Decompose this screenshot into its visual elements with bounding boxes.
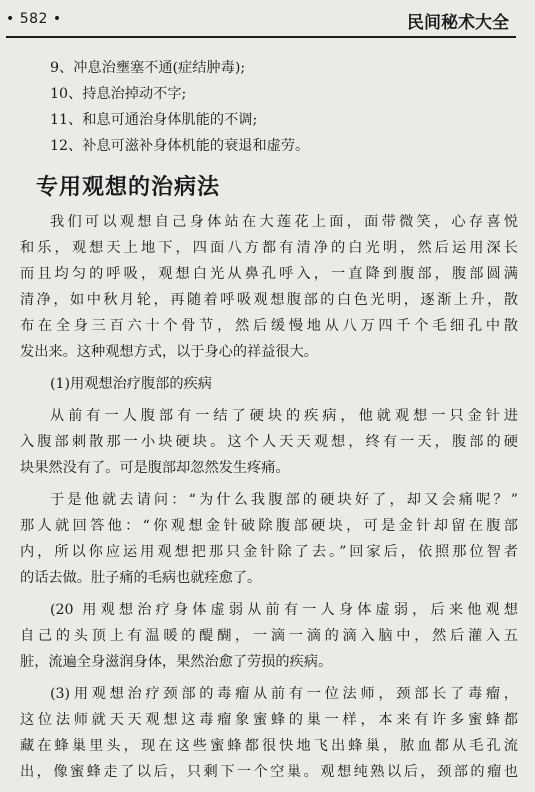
- paragraph-abdomen: [20, 403, 518, 481]
- text-line: 于是他就去请问：“为什么我腹部的硬块好了，却又会痛呢？”: [50, 492, 518, 508]
- header-rule: [6, 36, 516, 38]
- text-line: 脏，流遍全身滋润身体，果然治愈了劳损的疾病。: [20, 654, 333, 670]
- numbered-list: [20, 55, 518, 159]
- list-item: 10、持息治掉动不字;: [50, 86, 187, 102]
- list-item: 9、冲息治壅塞不通(症结肿毒);: [50, 60, 246, 76]
- text-line: 入腹部刺散那一小块硬块。这个人天天观想，终有一天，腹部的硬: [20, 434, 518, 450]
- text-line: 的话去做。肚子痛的毛病也就痊愈了。: [20, 570, 262, 586]
- page-header: [0, 0, 535, 40]
- text-line: 布在全身三百六十个骨节，然后缓慢地从八万四千个毛细孔中散: [20, 318, 518, 334]
- paragraph-intro: [20, 209, 518, 365]
- text-line: 藏在蜂巢里头，现在这些蜜蜂都很快地飞出蜂巢，脓血都从毛孔流: [20, 738, 518, 754]
- page-number: • 582 •: [6, 11, 62, 27]
- section-heading: 专用观想的治病法: [36, 175, 221, 200]
- page-body: [20, 55, 518, 791]
- text-line: (3)用观想治疗颈部的毒瘤从前有一位法师，颈部长了毒瘤，: [50, 686, 518, 702]
- paragraph-weakness: [20, 597, 518, 675]
- subheading-abdomen: [20, 371, 518, 397]
- text-line: 这位法师就天天观想这毒瘤象蜜蜂的巢一样，本来有许多蜜蜂都: [20, 712, 518, 728]
- text-line: 和乐，观想天上地下，四面八方都有清净的白光明，然后运用深长: [20, 240, 518, 256]
- text-line: 自己的头顶上有温暖的醍醐，一滴一滴的滴入脑中，然后灌入五: [20, 628, 518, 644]
- paragraph-neck-tumor: [20, 681, 518, 785]
- text-line: (20 用观想治疗身体虚弱从前有一人身体虚弱，后来他观想: [50, 602, 518, 618]
- text-line: 发出来。这种观想方式，以于身心的祥益很大。: [20, 344, 318, 360]
- text-line: 出，像蜜蜂走了以后，只剩下一个空巢。观想纯熟以后，颈部的瘤也: [20, 764, 518, 780]
- paragraph-dialogue: [20, 487, 518, 591]
- text-line: 而且均匀的呼吸，观想白光从鼻孔呼入，一直降到腹部，腹部圆满: [20, 266, 518, 282]
- text-line: 内，所以你应运用观想把那只金针除了去。”回家后，依照那位智者: [20, 544, 518, 560]
- text-line: (1)用观想治疗腹部的疾病: [50, 376, 212, 392]
- text-line: 清净，如中秋月轮，再随着呼吸观想腹部的白色光明，逐渐上升，散: [20, 292, 518, 308]
- list-item: 11、和息可通治身体肌能的不调;: [50, 112, 258, 128]
- text-line: 块果然没有了。可是腹部却忽然发生疼痛。: [20, 460, 290, 476]
- text-line: 我们可以观想自己身体站在大莲花上面，面带微笑，心存喜悦: [50, 214, 518, 230]
- text-line: 那人就回答他：“你观想金针破除腹部硬块，可是金针却留在腹部: [20, 518, 518, 534]
- book-title: 民间秘术大全: [407, 13, 509, 33]
- list-item: 12、补息可滋补身体机能的衰退和虚劳。: [50, 138, 310, 154]
- text-line: 从前有一人腹部有一结了硬块的疾病，他就观想一只金针进: [50, 408, 518, 424]
